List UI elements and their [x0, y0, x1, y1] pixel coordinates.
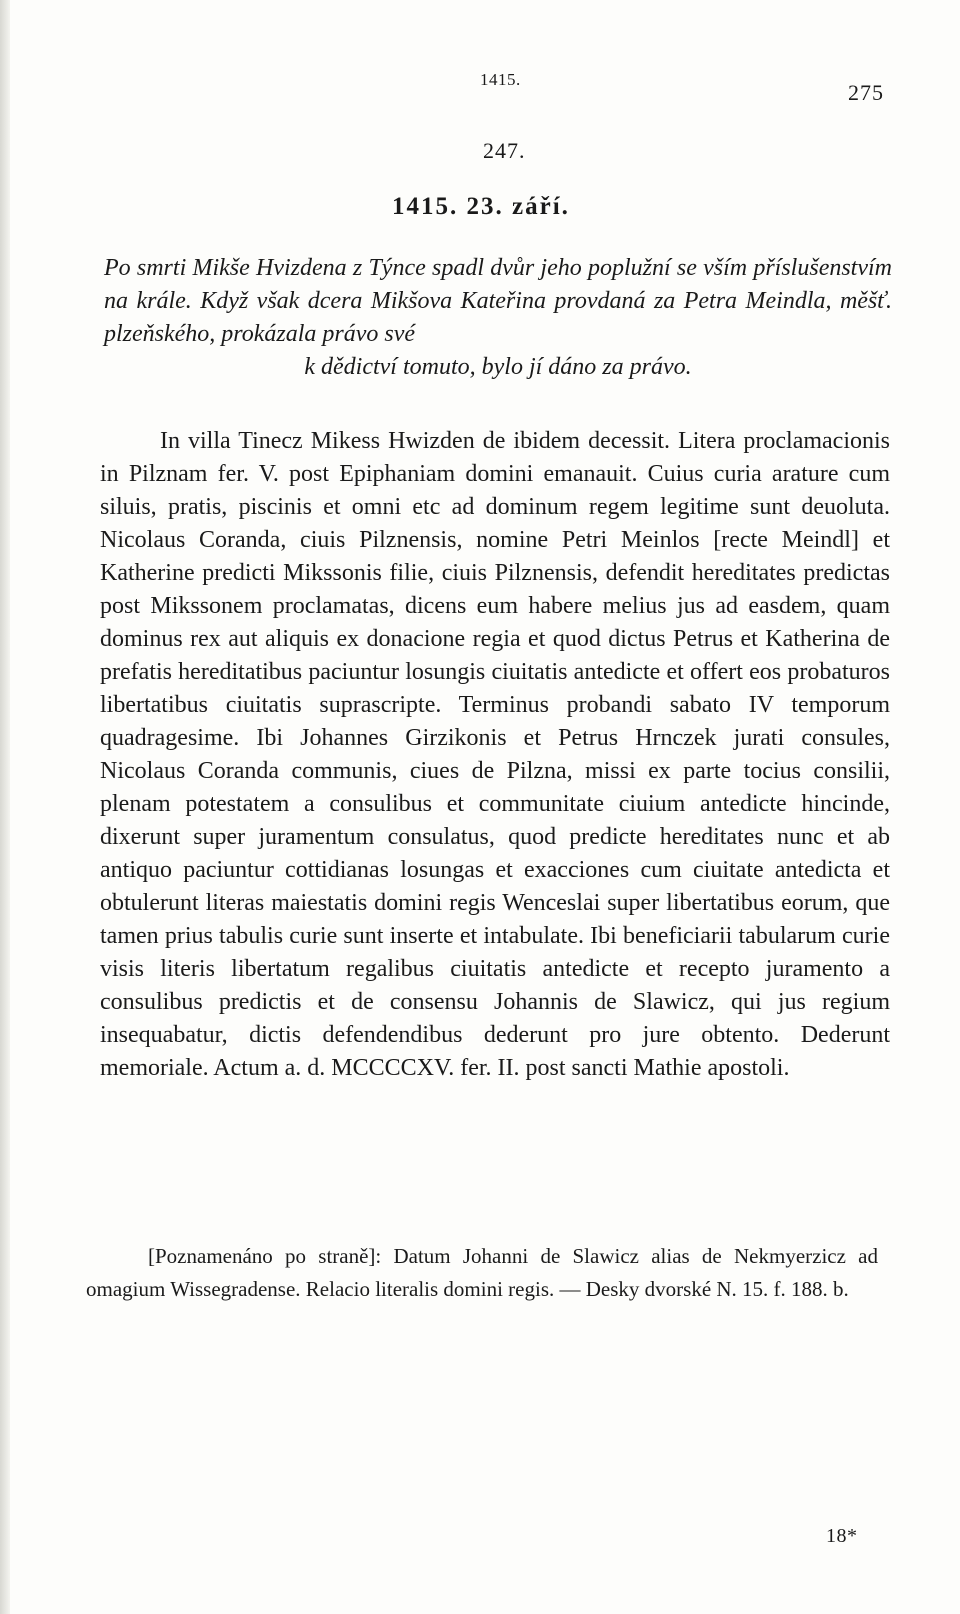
document-number: 247.	[483, 138, 526, 163]
latin-record-text: In villa Tinecz Mikess Hwizden de ibidem decessit. Litera proclamacionis in Pilznam fer. V. post Epiphaniam domini emanauit. Cuius curia arature cum siluis, pratis, piscinis et omni etc ad dominum regem legitime sunt deuoluta. Nicolaus Coranda, ciuis Pilznensis, nomine Petri Meinlos [recte Meindl] et Katherine predicti Mikssonis filie, ciuis Pilznensis, defendit hereditates predictas post Mikssonem proclamatas, dicens eum habere melius jus ad easdem, quam dominus rex aut aliquis ex donacione regia et quod dictus Petrus et Katherina de prefatis hereditatibus paciuntur losungis ciuitatis antedicte et offert eos probaturos libertatibus ciuitatis suprascripte. Terminus probandi sabato IV temporum quadragesime. Ibi Johannes Girzikonis et Petrus Hrnczek jurati consules, Nicolaus Coranda communis, ciues de Pilzna, missi ex parte tocius consilii, plenam potestatem a consulibus et communitate ciuium antedicte hincinde, dixerunt super juramentum consulatus, quod predicte hereditates nunc et ab antiquo paciuntur cottidianas losungas et exacciones cum ciuitate antedicta et obtulerunt literas maiestatis domini regis Wenceslai super libertatibus eorum, que tamen prius tabulis curie sunt inserte et intabulate. Ibi beneficiarii tabularum curie visis literis libertatum regalibus ciuitatis antedicte et recepto juramento a consulibus predictis et de consensu Johannis de Slawicz, qui jus regium insequabatur, dictis defendendibus dederunt pro jure obtento. Dederunt memoriale. Actum a. d. MCCCCXV. fer. II. post sancti Mathie apostoli.	[100, 428, 890, 1081]
document-date: 1415. 23. září.	[392, 193, 570, 220]
signature-mark: 18*	[826, 1525, 858, 1547]
page-number: 275	[848, 80, 884, 105]
latin-record	[100, 425, 890, 1085]
regest-text: Po smrti Mikše Hvizdena z Týnce spadl dvůr jeho poplužní se vším příslušenstvím na krále. Když však dcera Mikšova Kateřina provdaná za Petra Meindla, měšť. plzeňského, prokázala právo své	[104, 255, 892, 347]
czech-regest	[104, 252, 892, 384]
regest-last-line: k dědictví tomuto, bylo jí dáno za právo.	[304, 354, 692, 380]
marginal-note	[86, 1240, 878, 1306]
marginal-note-text: [Poznamenáno po straně]: Datum Johanni de Slawicz alias de Nekmyerzicz ad omagium Wissegradense. Relacio literalis domini regis. — Desky dvorské N. 15. f. 188. b.	[86, 1244, 878, 1301]
running-header-year: 1415.	[480, 70, 521, 89]
page-edge-shadow	[0, 0, 10, 1614]
